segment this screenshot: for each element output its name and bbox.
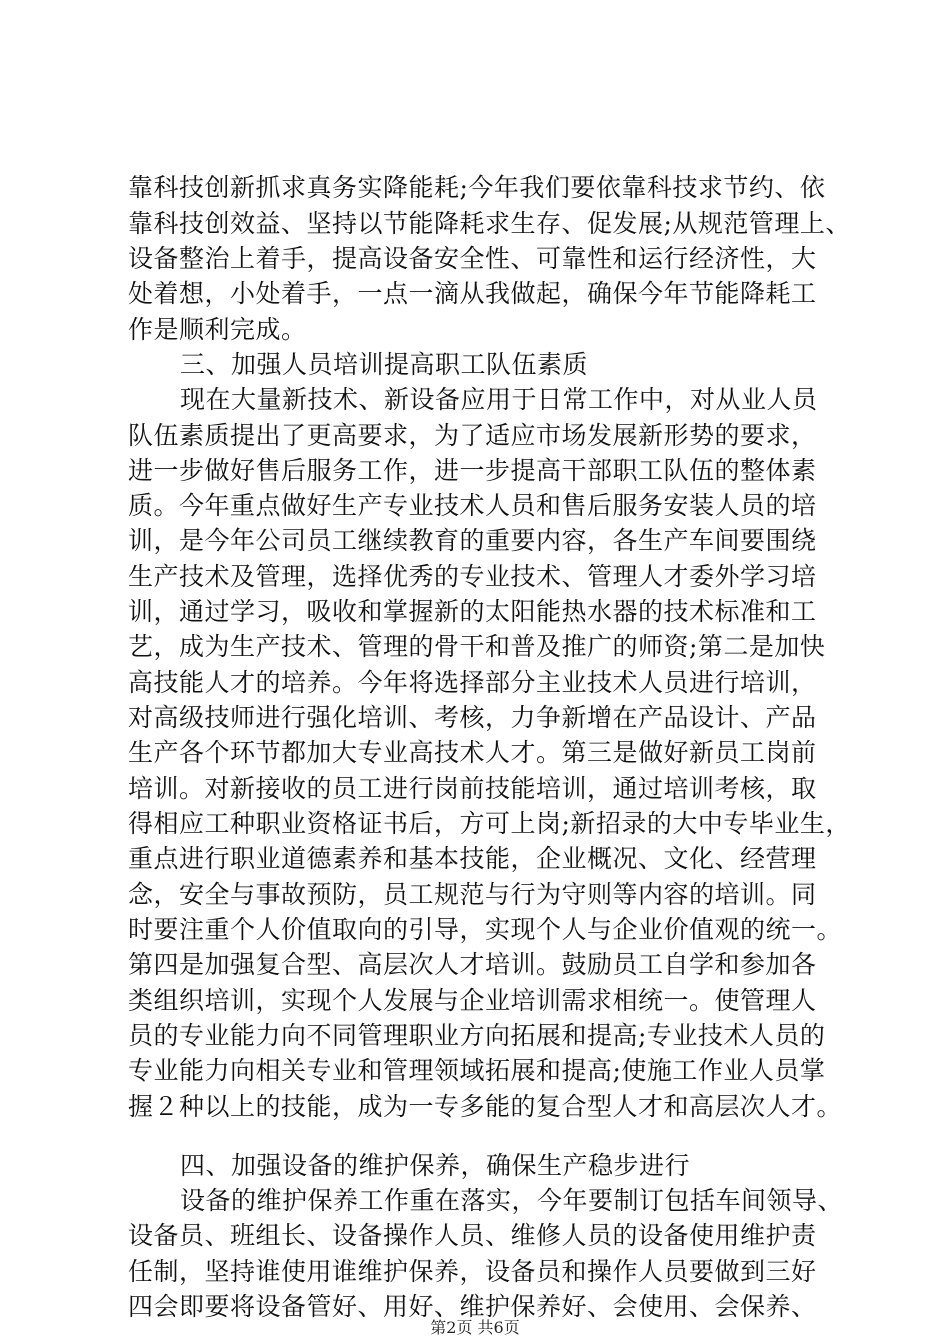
body-text-line: 处着想，小处着手，一点一滴从我做起，确保今年节能降耗工 bbox=[128, 279, 817, 308]
body-text-line: 四会即要将设备管好、用好、维护保养好、会使用、会保养、 bbox=[128, 1292, 817, 1321]
body-text-line: 靠科技创效益、坚持以节能降耗求生存、促发展;从规范管理上、 bbox=[128, 209, 851, 238]
body-text-line: 类组织培训，实现个人发展与企业培训需求相统一。使管理人 bbox=[128, 986, 817, 1015]
body-text-line: 现在大量新技术、新设备应用于日常工作中，对从业人员 bbox=[180, 385, 818, 414]
body-text-line: 设备整治上着手，提高设备安全性、可靠性和运行经济性，大 bbox=[128, 244, 817, 273]
page-number-footer: 第2页 共6页 bbox=[430, 1318, 520, 1337]
body-text-line: 艺，成为生产技术、管理的骨干和普及推广的师资;第二是加快 bbox=[128, 632, 826, 661]
body-text-line: 任制，坚持谁使用谁维护保养，设备员和操作人员要做到三好 bbox=[128, 1257, 817, 1286]
body-text-line: 对高级技师进行强化培训、考核，力争新增在产品设计、产品 bbox=[128, 703, 817, 732]
section-heading: 三、加强人员培训提高职工队伍素质 bbox=[180, 350, 589, 379]
body-text-line: 专业能力向相关专业和管理领域拓展和提高;使施工作业人员掌 bbox=[128, 1056, 826, 1085]
body-text-line: 员的专业能力向不同管理职业方向拓展和提高;专业技术人员的 bbox=[128, 1021, 826, 1050]
body-text-line: 第四是加强复合型、高层次人才培训。鼓励员工自学和参加各 bbox=[128, 950, 817, 979]
body-text-line: 生产技术及管理，选择优秀的专业技术、管理人才委外学习培 bbox=[128, 562, 817, 591]
body-text-line: 高技能人才的培养。今年将选择部分主业技术人员进行培训， bbox=[128, 668, 817, 697]
body-text-line: 靠科技创新抓求真务实降能耗;今年我们要依靠科技求节约、依 bbox=[128, 173, 826, 202]
body-text-line: 握２种以上的技能，成为一专多能的复合型人才和高层次人才。 bbox=[128, 1092, 843, 1121]
body-text-line: 训，是今年公司员工继续教育的重要内容，各生产车间要围绕 bbox=[128, 526, 817, 555]
body-text-line: 作是顺利完成。 bbox=[128, 315, 307, 344]
section-heading: 四、加强设备的维护保养，确保生产稳步进行 bbox=[180, 1151, 691, 1180]
body-text-line: 训，通过学习，吸收和掌握新的太阳能热水器的技术标准和工 bbox=[128, 597, 817, 626]
body-text-line: 队伍素质提出了更高要求，为了适应市场发展新形势的要求， bbox=[128, 421, 817, 450]
body-text-line: 生产各个环节都加大专业高技术人才。第三是做好新员工岗前 bbox=[128, 738, 817, 767]
body-text-line: 得相应工种职业资格证书后，方可上岗;新招录的大中专毕业生， bbox=[128, 809, 851, 838]
body-text-line: 设备员、班组长、设备操作人员、维修人员的设备使用维护责 bbox=[128, 1221, 817, 1250]
body-text-line: 念，安全与事故预防，员工规范与行为守则等内容的培训。同 bbox=[128, 880, 817, 909]
body-text-line: 质。今年重点做好生产专业技术人员和售后服务安装人员的培 bbox=[128, 491, 817, 520]
body-text-line: 进一步做好售后服务工作，进一步提高干部职工队伍的整体素 bbox=[128, 456, 817, 485]
body-text-line: 时要注重个人价值取向的引导，实现个人与企业价值观的统一。 bbox=[128, 915, 843, 944]
body-text-line: 设备的维护保养工作重在落实，今年要制订包括车间领导、 bbox=[180, 1186, 844, 1215]
body-text-line: 重点进行职业道德素养和基本技能，企业概况、文化、经营理 bbox=[128, 844, 817, 873]
body-text-line: 培训。对新接收的员工进行岗前技能培训，通过培训考核，取 bbox=[128, 774, 817, 803]
